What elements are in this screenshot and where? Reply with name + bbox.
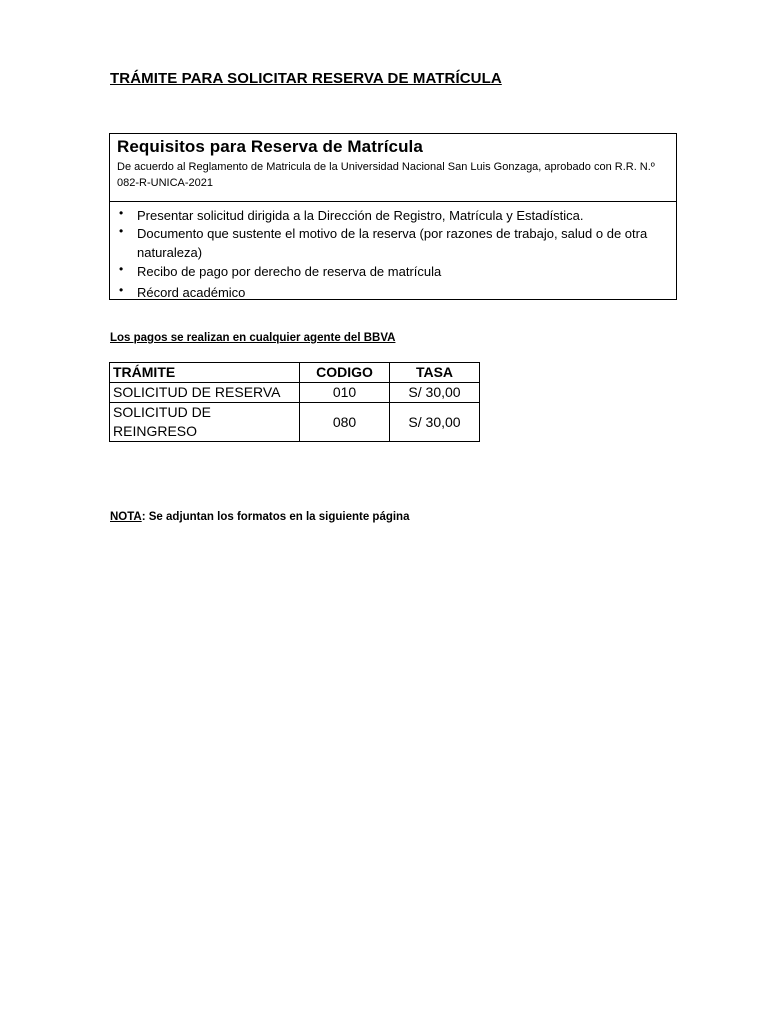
table-cell: 010: [300, 383, 390, 403]
requirements-header: [110, 134, 676, 202]
bullet-icon: •: [119, 206, 124, 220]
note-label: NOTA: [110, 511, 142, 523]
table-cell: 080: [300, 403, 390, 442]
payments-note: Los pagos se realizan en cualquier agente del BBVA: [110, 332, 396, 344]
bullet-icon: •: [119, 224, 124, 238]
column-header: CODIGO: [300, 363, 390, 383]
table-cell: SOLICITUD DE RESERVA: [110, 383, 300, 403]
requirement-text: Récord académico: [137, 285, 246, 300]
table-cell: S/ 30,00: [390, 403, 480, 442]
requirements-subheading: De acuerdo al Reglamento de Matricula de la Universidad Nacional San Luis Gonzaga, aprobado con R.R. N.º 082-R-UNICA-2021: [117, 161, 655, 189]
bullet-icon: •: [119, 283, 124, 297]
requirements-box: [109, 133, 677, 300]
requirement-text: Presentar solicitud dirigida a la Dirección de Registro, Matrícula y Estadística.: [137, 208, 584, 223]
table-header-row: [110, 363, 480, 383]
column-header: TASA: [390, 363, 480, 383]
document-title: TRÁMITE PARA SOLICITAR RESERVA DE MATRÍCULA: [110, 70, 502, 87]
bullet-icon: •: [119, 262, 124, 276]
table-cell: SOLICITUD DE REINGRESO: [110, 403, 300, 442]
column-header: TRÁMITE: [110, 363, 300, 383]
table-row: [110, 403, 480, 442]
note-text: : Se adjuntan los formatos en la siguiente página: [141, 511, 410, 523]
requirement-text: Documento que sustente el motivo de la reserva (por razones de trabajo, salud o de otra naturaleza): [137, 226, 648, 260]
fees-table: [109, 362, 480, 442]
footer-note: [110, 511, 409, 523]
requirements-heading: Requisitos para Reserva de Matrícula: [117, 137, 423, 156]
table-row: [110, 383, 480, 403]
table-cell: S/ 30,00: [390, 383, 480, 403]
requirement-text: Recibo de pago por derecho de reserva de matrícula: [137, 264, 442, 279]
